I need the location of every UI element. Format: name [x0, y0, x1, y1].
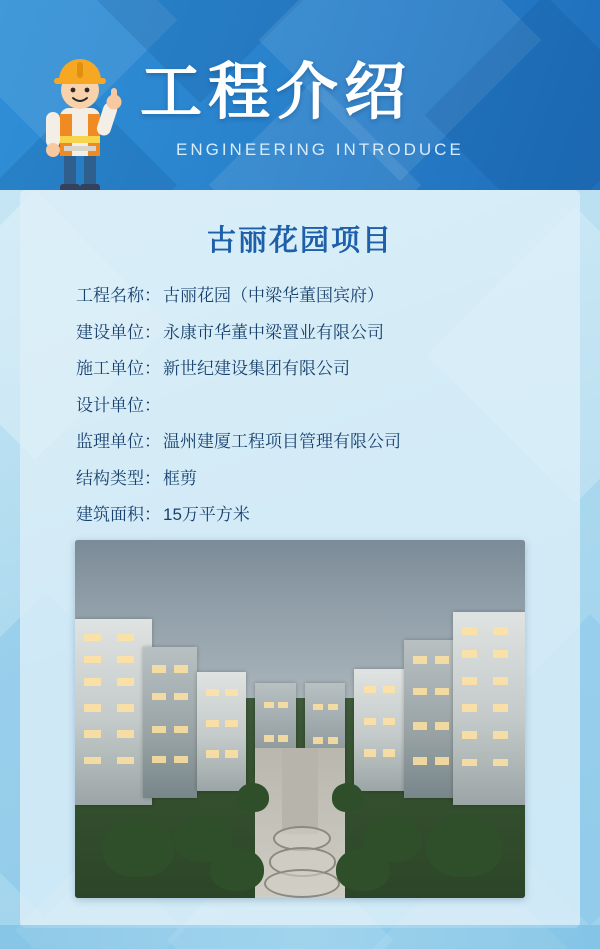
info-label: 设计单位	[76, 395, 144, 415]
page-subtitle: ENGINEERING INTRODUCE	[176, 140, 464, 159]
project-title: 古丽花园项目	[206, 225, 393, 257]
bush-left-3	[210, 848, 264, 891]
info-row	[76, 429, 580, 455]
info-row	[76, 283, 580, 309]
info-label: 建筑面积	[76, 505, 144, 524]
poster-header	[0, 0, 600, 190]
info-row	[76, 393, 580, 419]
content-card	[20, 190, 580, 928]
info-colon: ：	[144, 286, 161, 305]
bush-right-1	[426, 816, 503, 877]
plaza-path	[282, 748, 318, 834]
plaza-oval-3	[264, 869, 340, 898]
building-right-mid	[354, 669, 404, 791]
info-row	[76, 320, 580, 346]
info-row	[76, 356, 580, 382]
info-colon: ：	[144, 322, 161, 342]
info-colon: ：	[144, 468, 161, 488]
bush-left-1	[102, 819, 174, 876]
info-label: 建设单位	[76, 322, 144, 342]
bush-right-3	[336, 848, 390, 891]
bush-center-left	[237, 783, 269, 812]
building-center-left	[197, 672, 247, 790]
page-title: 工程介绍	[140, 59, 413, 127]
info-label: 结构类型	[76, 468, 144, 488]
info-row	[76, 502, 580, 528]
building-left-tall	[75, 619, 152, 805]
info-value: 新世纪建设集团有限公司	[163, 359, 350, 378]
project-photo	[75, 540, 525, 898]
info-value: 15万平方米	[163, 505, 250, 524]
info-value: 古丽花园（中梁华董国宾府）	[163, 286, 384, 305]
info-row	[76, 466, 580, 492]
bottom-decor-band	[0, 925, 600, 949]
info-colon: ：	[144, 359, 161, 378]
info-colon: ：	[144, 432, 161, 451]
info-label: 监理单位	[76, 432, 144, 451]
bush-center-right	[332, 783, 364, 812]
info-colon: ：	[144, 505, 161, 524]
info-label: 工程名称	[76, 286, 144, 305]
construction-worker-icon	[34, 50, 126, 190]
building-right-tall	[453, 612, 525, 805]
building-right-tall-inner	[404, 640, 458, 798]
building-left-mid	[143, 647, 197, 797]
info-value: 温州建厦工程项目管理有限公司	[163, 432, 401, 451]
info-value: 永康市华董中梁置业有限公司	[163, 322, 384, 342]
info-value: 框剪	[163, 468, 197, 488]
info-label: 施工单位	[76, 359, 144, 378]
info-colon: ：	[144, 395, 161, 415]
